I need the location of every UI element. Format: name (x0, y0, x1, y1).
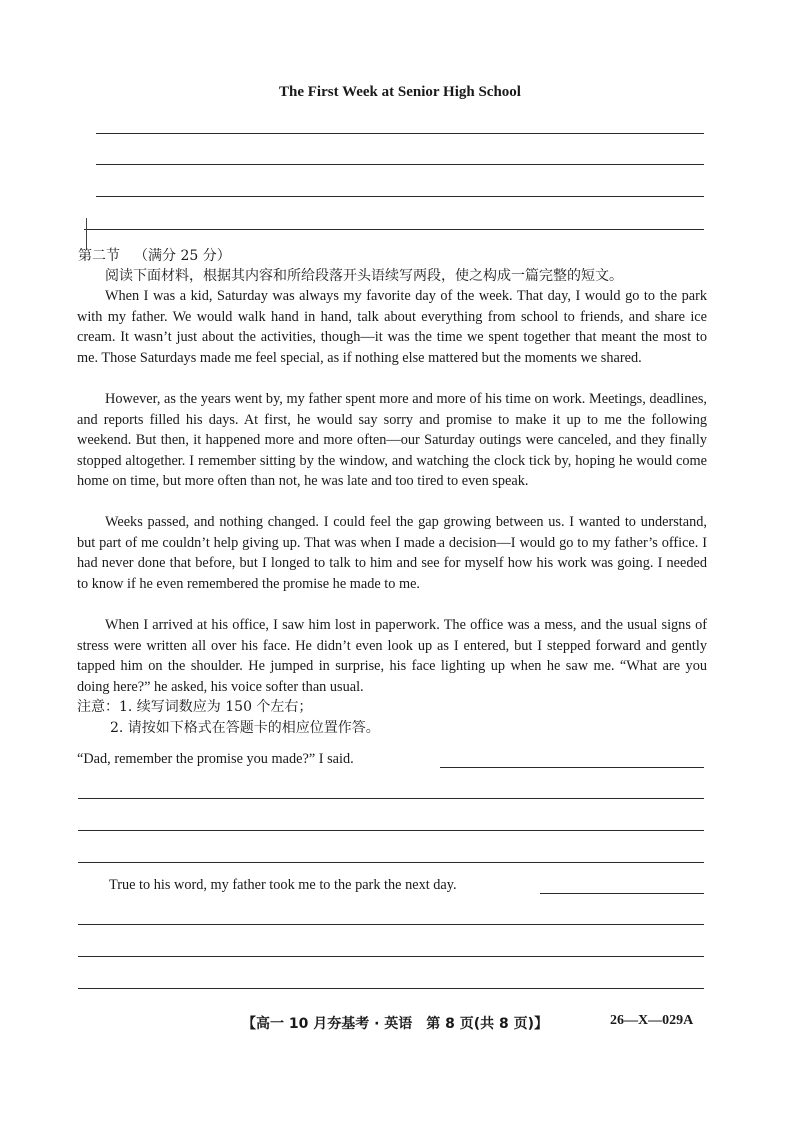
footer-exam-info: 【高一 10 月夯基考 · 英语 第 8 页(共 8 页)】 (242, 1016, 549, 1032)
note-line-1: 注意：1. 续写词数应为 150 个左右； (77, 699, 313, 715)
footer-code: 26—X—029A (610, 1013, 694, 1028)
continuation-prompt-1: “Dad, remember the promise you made?” I said. (77, 751, 354, 767)
section-score: （满分 25 分） (134, 248, 231, 264)
writing-line (84, 229, 704, 230)
passage-paragraph-2: However, as the years went by, my father spent more and more of his time on work. Meetings, deadlines, and reports filled his days. At first, he would say sorry and promise to make it up to me the following weekend. But then, it happened more and more often—our Saturday outings were canceled, and they finally stopped altogether. I remember sitting by the window, and watching the clock tick by, hoping he would come home on time, but more often than not, he was late and too tired to even speak. (77, 391, 707, 489)
answer-line[interactable] (78, 924, 704, 925)
passage-paragraph-3: Weeks passed, and nothing changed. I could feel the gap growing between us. I wanted to understand, but part of me couldn’t help giving up. That was when I made a decision—I would go to my father’s office. I had never done that before, but I longed to talk to him and see for myself how his work was going. I needed to know if he even remembered the promise he made to me. (77, 514, 707, 592)
continuation-prompt-2: True to his word, my father took me to the park the next day. (109, 877, 457, 893)
passage-paragraph-1: When I was a kid, Saturday was always my favorite day of the week. That day, I would go to the park with my father. We would walk hand in hand, talk about everything from school to friends, and share ice cream. It wasn’t just about the activities, though—it was the time we spent together that meant the most to me. Those Saturdays made me feel special, as if nothing else mattered but the moments we shared. (77, 288, 707, 366)
margin-tick (86, 218, 87, 248)
answer-line[interactable] (78, 830, 704, 831)
writing-line (96, 196, 704, 197)
page-title: The First Week at Senior High School (279, 84, 521, 100)
writing-line (96, 164, 704, 165)
answer-line[interactable] (78, 988, 704, 989)
note-line-2: 2. 请按如下格式在答题卡的相应位置作答。 (110, 720, 380, 736)
answer-line[interactable] (78, 956, 704, 957)
answer-line[interactable] (540, 893, 704, 894)
answer-line[interactable] (78, 862, 704, 863)
writing-line (96, 133, 704, 134)
answer-line[interactable] (440, 767, 704, 768)
passage-paragraph-4: When I arrived at his office, I saw him lost in paperwork. The office was a mess, and the usual signs of stress were written all over his face. He didn’t even look up as I entered, but I stepped forward and gently tapped him on the shoulder. He jumped in surprise, his face lighting up when he saw me. “What are you doing here?” he asked, his voice softer than usual. (77, 617, 707, 695)
section-instruction: 阅读下面材料，根据其内容和所给段落开头语续写两段，使之构成一篇完整的短文。 (105, 268, 623, 284)
section-label: 第二节 (78, 248, 120, 264)
section-heading (78, 245, 231, 265)
answer-line[interactable] (78, 798, 704, 799)
